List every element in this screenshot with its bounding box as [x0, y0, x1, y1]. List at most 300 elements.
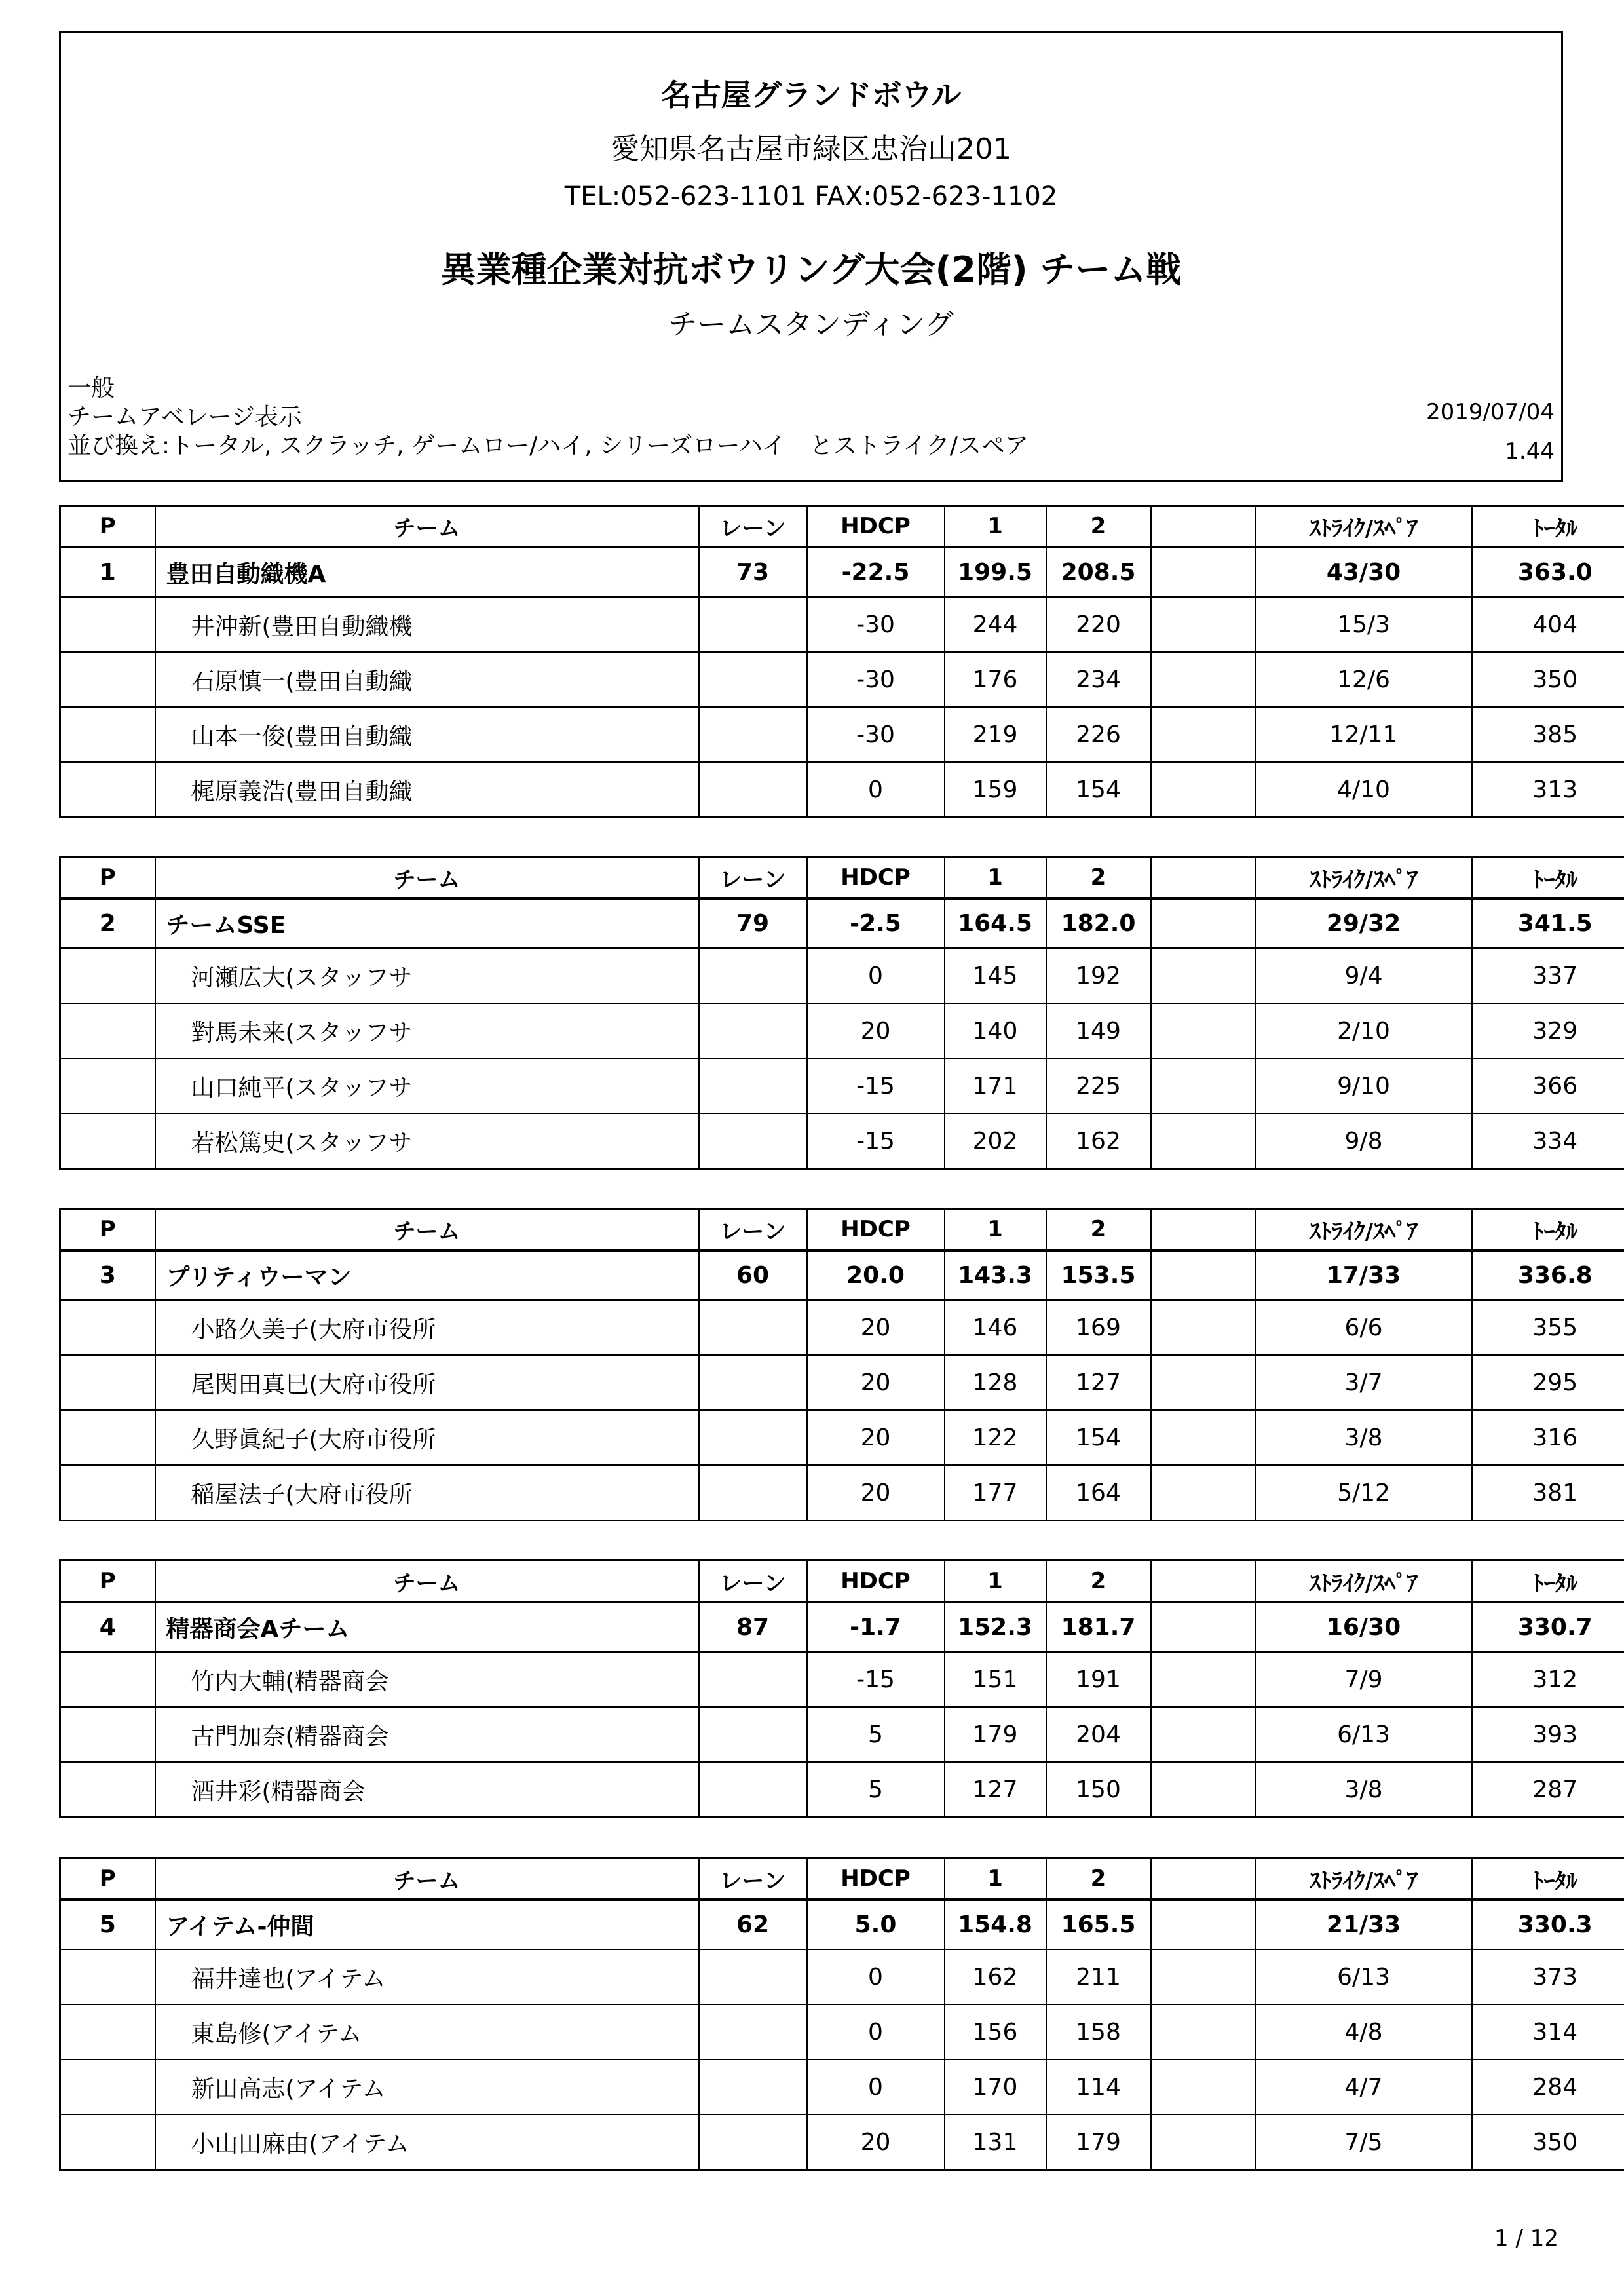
- player-row: [60, 1300, 1624, 1355]
- team-name: アイテム-仲間: [155, 1900, 699, 1949]
- player-position-cell: [60, 1652, 155, 1707]
- player-game-2: 225: [1046, 1058, 1151, 1113]
- player-game-1: 122: [945, 1410, 1046, 1465]
- player-lane-cell: [699, 652, 807, 707]
- col-header-lane: レーン: [699, 1561, 807, 1603]
- team-hdcp: -2.5: [807, 898, 945, 948]
- team-strike-spare: 29/32: [1256, 898, 1472, 948]
- player-hdcp: 20: [807, 1355, 945, 1410]
- team-standing-table: [59, 1208, 1624, 1521]
- team-standing-table: [59, 1857, 1624, 2171]
- col-header-total: ﾄｰﾀﾙ: [1472, 1561, 1624, 1603]
- team-lane: 87: [699, 1602, 807, 1652]
- player-hdcp: 0: [807, 1949, 945, 2004]
- col-header-strike-spare: ｽﾄﾗｲｸ/ｽﾍﾟｱ: [1256, 1561, 1472, 1603]
- player-row: [60, 1410, 1624, 1465]
- player-strike-spare: 7/5: [1256, 2114, 1472, 2170]
- player-position-cell: [60, 1762, 155, 1818]
- display-mode-label: チームアベレージ表示: [67, 404, 302, 430]
- player-strike-spare: 9/4: [1256, 948, 1472, 1003]
- column-header-row: [60, 857, 1624, 899]
- player-row: [60, 1113, 1624, 1169]
- player-row: [60, 1762, 1624, 1818]
- player-blank-cell: [1151, 2004, 1256, 2059]
- player-total: 287: [1472, 1762, 1624, 1818]
- player-position-cell: [60, 707, 155, 762]
- team-game-1: 164.5: [945, 898, 1046, 948]
- col-header-team: チーム: [155, 506, 699, 548]
- player-game-2: 127: [1046, 1355, 1151, 1410]
- player-game-1: 176: [945, 652, 1046, 707]
- player-game-1: 171: [945, 1058, 1046, 1113]
- column-header-row: [60, 1858, 1624, 1900]
- column-header-row: [60, 1209, 1624, 1251]
- player-game-2: 211: [1046, 1949, 1151, 2004]
- player-hdcp: -30: [807, 652, 945, 707]
- player-total: 350: [1472, 652, 1624, 707]
- col-header-lane: レーン: [699, 506, 807, 548]
- team-lane: 73: [699, 547, 807, 597]
- player-game-2: 164: [1046, 1465, 1151, 1521]
- col-header-hdcp: HDCP: [807, 1858, 945, 1900]
- col-header-hdcp: HDCP: [807, 506, 945, 548]
- col-header-total: ﾄｰﾀﾙ: [1472, 1858, 1624, 1900]
- player-lane-cell: [699, 1707, 807, 1762]
- player-lane-cell: [699, 707, 807, 762]
- venue-name: 名古屋グランドボウル: [660, 77, 962, 113]
- player-strike-spare: 3/8: [1256, 1410, 1472, 1465]
- player-game-1: 146: [945, 1300, 1046, 1355]
- player-name: 東島修(アイテム: [155, 2004, 699, 2059]
- col-header-blank: [1151, 857, 1256, 899]
- player-game-2: 114: [1046, 2059, 1151, 2114]
- player-blank-cell: [1151, 948, 1256, 1003]
- player-lane-cell: [699, 2059, 807, 2114]
- player-hdcp: 0: [807, 762, 945, 818]
- col-header-strike-spare: ｽﾄﾗｲｸ/ｽﾍﾟｱ: [1256, 857, 1472, 899]
- col-header-position: P: [60, 857, 155, 899]
- player-row: [60, 1465, 1624, 1521]
- player-strike-spare: 12/6: [1256, 652, 1472, 707]
- team-game-1: 152.3: [945, 1602, 1046, 1652]
- col-header-position: P: [60, 1561, 155, 1603]
- player-total: 355: [1472, 1300, 1624, 1355]
- col-header-hdcp: HDCP: [807, 1209, 945, 1251]
- player-game-1: 128: [945, 1355, 1046, 1410]
- player-blank-cell: [1151, 2114, 1256, 2170]
- player-blank-cell: [1151, 1465, 1256, 1521]
- player-strike-spare: 6/6: [1256, 1300, 1472, 1355]
- player-total: 404: [1472, 597, 1624, 652]
- team-lane: 62: [699, 1900, 807, 1949]
- player-position-cell: [60, 2114, 155, 2170]
- team-standing-table: [59, 856, 1624, 1170]
- col-header-strike-spare: ｽﾄﾗｲｸ/ｽﾍﾟｱ: [1256, 1209, 1472, 1251]
- player-name: 山口純平(スタッフサ: [155, 1058, 699, 1113]
- player-game-2: 149: [1046, 1003, 1151, 1058]
- col-header-game-1: 1: [945, 1209, 1046, 1251]
- team-position: 1: [60, 547, 155, 597]
- col-header-game-2: 2: [1046, 1858, 1151, 1900]
- col-header-strike-spare: ｽﾄﾗｲｸ/ｽﾍﾟｱ: [1256, 506, 1472, 548]
- player-hdcp: -30: [807, 597, 945, 652]
- player-total: 337: [1472, 948, 1624, 1003]
- player-strike-spare: 4/10: [1256, 762, 1472, 818]
- team-lane: 60: [699, 1250, 807, 1300]
- player-position-cell: [60, 948, 155, 1003]
- team-position: 3: [60, 1250, 155, 1300]
- team-blank-cell: [1151, 1900, 1256, 1949]
- player-lane-cell: [699, 1949, 807, 2004]
- player-row: [60, 2004, 1624, 2059]
- col-header-game-2: 2: [1046, 857, 1151, 899]
- player-total: 373: [1472, 1949, 1624, 2004]
- team-blank-cell: [1151, 898, 1256, 948]
- team-summary-row: [60, 1602, 1624, 1652]
- player-total: 381: [1472, 1465, 1624, 1521]
- player-row: [60, 948, 1624, 1003]
- team-hdcp: -1.7: [807, 1602, 945, 1652]
- player-blank-cell: [1151, 1058, 1256, 1113]
- report-header: [59, 31, 1563, 482]
- team-game-1: 143.3: [945, 1250, 1046, 1300]
- team-position: 5: [60, 1900, 155, 1949]
- team-name: チームSSE: [155, 898, 699, 948]
- player-position-cell: [60, 1949, 155, 2004]
- player-game-1: 170: [945, 2059, 1046, 2114]
- player-row: [60, 1355, 1624, 1410]
- player-strike-spare: 6/13: [1256, 1949, 1472, 2004]
- team-blank-cell: [1151, 1250, 1256, 1300]
- player-hdcp: 0: [807, 2059, 945, 2114]
- player-strike-spare: 3/8: [1256, 1762, 1472, 1818]
- player-row: [60, 2059, 1624, 2114]
- player-total: 385: [1472, 707, 1624, 762]
- division-label: 一般: [67, 375, 115, 402]
- player-name: 山本一俊(豊田自動織: [155, 707, 699, 762]
- player-strike-spare: 9/8: [1256, 1113, 1472, 1169]
- player-row: [60, 597, 1624, 652]
- player-row: [60, 1003, 1624, 1058]
- team-strike-spare: 16/30: [1256, 1602, 1472, 1652]
- player-blank-cell: [1151, 707, 1256, 762]
- col-header-total: ﾄｰﾀﾙ: [1472, 1209, 1624, 1251]
- player-blank-cell: [1151, 652, 1256, 707]
- player-blank-cell: [1151, 1949, 1256, 2004]
- player-hdcp: 20: [807, 2114, 945, 2170]
- player-game-1: 244: [945, 597, 1046, 652]
- player-game-1: 159: [945, 762, 1046, 818]
- player-game-2: 169: [1046, 1300, 1151, 1355]
- player-hdcp: 20: [807, 1465, 945, 1521]
- team-game-2: 153.5: [1046, 1250, 1151, 1300]
- team-summary-row: [60, 547, 1624, 597]
- player-strike-spare: 6/13: [1256, 1707, 1472, 1762]
- player-game-2: 192: [1046, 948, 1151, 1003]
- player-strike-spare: 2/10: [1256, 1003, 1472, 1058]
- col-header-game-2: 2: [1046, 506, 1151, 548]
- player-strike-spare: 9/10: [1256, 1058, 1472, 1113]
- player-position-cell: [60, 652, 155, 707]
- player-game-1: 162: [945, 1949, 1046, 2004]
- column-header-row: [60, 506, 1624, 548]
- player-lane-cell: [699, 1300, 807, 1355]
- player-game-1: 140: [945, 1003, 1046, 1058]
- player-total: 334: [1472, 1113, 1624, 1169]
- col-header-game-1: 1: [945, 857, 1046, 899]
- player-hdcp: 20: [807, 1003, 945, 1058]
- col-header-blank: [1151, 1561, 1256, 1603]
- player-game-1: 156: [945, 2004, 1046, 2059]
- player-position-cell: [60, 1113, 155, 1169]
- player-name: 古門加奈(精器商会: [155, 1707, 699, 1762]
- player-hdcp: 20: [807, 1300, 945, 1355]
- event-title: 異業種企業対抗ボウリング大会(2階) チーム戦: [440, 249, 1182, 290]
- player-name: 梶原義浩(豊田自動織: [155, 762, 699, 818]
- team-name: 精器商会Aチーム: [155, 1602, 699, 1652]
- col-header-game-2: 2: [1046, 1561, 1151, 1603]
- player-blank-cell: [1151, 1652, 1256, 1707]
- col-header-team: チーム: [155, 857, 699, 899]
- player-blank-cell: [1151, 2059, 1256, 2114]
- player-total: 329: [1472, 1003, 1624, 1058]
- player-total: 350: [1472, 2114, 1624, 2170]
- team-total: 363.0: [1472, 547, 1624, 597]
- team-hdcp: -22.5: [807, 547, 945, 597]
- report-subtitle: チームスタンディング: [668, 308, 954, 341]
- player-game-2: 234: [1046, 652, 1151, 707]
- player-game-2: 158: [1046, 2004, 1151, 2059]
- team-hdcp: 5.0: [807, 1900, 945, 1949]
- player-blank-cell: [1151, 1003, 1256, 1058]
- player-name: 竹内大輔(精器商会: [155, 1652, 699, 1707]
- player-strike-spare: 12/11: [1256, 707, 1472, 762]
- player-blank-cell: [1151, 1410, 1256, 1465]
- col-header-team: チーム: [155, 1858, 699, 1900]
- player-strike-spare: 5/12: [1256, 1465, 1472, 1521]
- player-lane-cell: [699, 1355, 807, 1410]
- player-game-2: 154: [1046, 1410, 1151, 1465]
- player-lane-cell: [699, 1762, 807, 1818]
- player-name: 井沖新(豊田自動織機: [155, 597, 699, 652]
- team-name: プリティウーマン: [155, 1250, 699, 1300]
- player-name: 河瀬広大(スタッフサ: [155, 948, 699, 1003]
- team-game-1: 199.5: [945, 547, 1046, 597]
- player-position-cell: [60, 1003, 155, 1058]
- player-game-2: 191: [1046, 1652, 1151, 1707]
- player-game-2: 179: [1046, 2114, 1151, 2170]
- player-position-cell: [60, 2059, 155, 2114]
- player-name: 對馬未来(スタッフサ: [155, 1003, 699, 1058]
- player-row: [60, 762, 1624, 818]
- player-row: [60, 1652, 1624, 1707]
- player-name: 石原慎一(豊田自動織: [155, 652, 699, 707]
- player-hdcp: 0: [807, 948, 945, 1003]
- team-total: 330.3: [1472, 1900, 1624, 1949]
- team-summary-row: [60, 1250, 1624, 1300]
- venue-contact: TEL:052-623-1101 FAX:052-623-1102: [564, 182, 1058, 212]
- player-blank-cell: [1151, 762, 1256, 818]
- player-game-2: 150: [1046, 1762, 1151, 1818]
- team-total: 330.7: [1472, 1602, 1624, 1652]
- player-blank-cell: [1151, 1707, 1256, 1762]
- col-header-game-1: 1: [945, 506, 1046, 548]
- team-game-2: 208.5: [1046, 547, 1151, 597]
- player-name: 新田高志(アイテム: [155, 2059, 699, 2114]
- player-blank-cell: [1151, 1113, 1256, 1169]
- team-lane: 79: [699, 898, 807, 948]
- player-hdcp: -15: [807, 1113, 945, 1169]
- player-hdcp: 20: [807, 1410, 945, 1465]
- player-blank-cell: [1151, 597, 1256, 652]
- player-hdcp: -15: [807, 1058, 945, 1113]
- team-blank-cell: [1151, 547, 1256, 597]
- team-game-2: 165.5: [1046, 1900, 1151, 1949]
- team-position: 4: [60, 1602, 155, 1652]
- col-header-lane: レーン: [699, 1858, 807, 1900]
- player-row: [60, 707, 1624, 762]
- team-blank-cell: [1151, 1602, 1256, 1652]
- player-total: 314: [1472, 2004, 1624, 2059]
- player-game-1: 177: [945, 1465, 1046, 1521]
- player-position-cell: [60, 1355, 155, 1410]
- report-date: 2019/07/04: [1426, 399, 1555, 425]
- player-game-1: 219: [945, 707, 1046, 762]
- col-header-game-1: 1: [945, 1561, 1046, 1603]
- player-lane-cell: [699, 1465, 807, 1521]
- player-blank-cell: [1151, 1762, 1256, 1818]
- player-lane-cell: [699, 1410, 807, 1465]
- player-game-1: 202: [945, 1113, 1046, 1169]
- column-header-row: [60, 1561, 1624, 1603]
- player-strike-spare: 4/8: [1256, 2004, 1472, 2059]
- player-name: 酒井彩(精器商会: [155, 1762, 699, 1818]
- sort-order-label: 並び換え:トータル, スクラッチ, ゲームロー/ハイ, シリーズローハイ とストライク/スペア: [67, 432, 1029, 459]
- player-position-cell: [60, 1465, 155, 1521]
- col-header-blank: [1151, 1858, 1256, 1900]
- player-game-2: 204: [1046, 1707, 1151, 1762]
- page-number: 1 / 12: [1494, 2225, 1558, 2251]
- team-strike-spare: 21/33: [1256, 1900, 1472, 1949]
- player-hdcp: 5: [807, 1707, 945, 1762]
- player-game-2: 220: [1046, 597, 1151, 652]
- player-row: [60, 1707, 1624, 1762]
- player-position-cell: [60, 1410, 155, 1465]
- player-lane-cell: [699, 2004, 807, 2059]
- team-game-1: 154.8: [945, 1900, 1046, 1949]
- report-version: 1.44: [1505, 438, 1555, 465]
- player-position-cell: [60, 1707, 155, 1762]
- team-game-2: 181.7: [1046, 1602, 1151, 1652]
- venue-address: 愛知県名古屋市緑区忠治山201: [611, 132, 1011, 166]
- team-total: 336.8: [1472, 1250, 1624, 1300]
- col-header-position: P: [60, 1858, 155, 1900]
- player-row: [60, 1058, 1624, 1113]
- player-lane-cell: [699, 1113, 807, 1169]
- player-position-cell: [60, 2004, 155, 2059]
- player-lane-cell: [699, 1003, 807, 1058]
- player-game-1: 145: [945, 948, 1046, 1003]
- player-hdcp: 0: [807, 2004, 945, 2059]
- player-lane-cell: [699, 1652, 807, 1707]
- team-strike-spare: 17/33: [1256, 1250, 1472, 1300]
- player-name: 稲屋法子(大府市役所: [155, 1465, 699, 1521]
- player-game-1: 131: [945, 2114, 1046, 2170]
- player-strike-spare: 15/3: [1256, 597, 1472, 652]
- player-lane-cell: [699, 948, 807, 1003]
- col-header-lane: レーン: [699, 857, 807, 899]
- player-row: [60, 2114, 1624, 2170]
- player-total: 316: [1472, 1410, 1624, 1465]
- player-position-cell: [60, 1300, 155, 1355]
- player-strike-spare: 7/9: [1256, 1652, 1472, 1707]
- player-lane-cell: [699, 762, 807, 818]
- col-header-team: チーム: [155, 1561, 699, 1603]
- player-lane-cell: [699, 1058, 807, 1113]
- team-game-2: 182.0: [1046, 898, 1151, 948]
- player-total: 393: [1472, 1707, 1624, 1762]
- player-name: 福井達也(アイテム: [155, 1949, 699, 2004]
- col-header-position: P: [60, 506, 155, 548]
- player-blank-cell: [1151, 1300, 1256, 1355]
- team-total: 341.5: [1472, 898, 1624, 948]
- col-header-total: ﾄｰﾀﾙ: [1472, 506, 1624, 548]
- player-game-1: 127: [945, 1762, 1046, 1818]
- col-header-game-2: 2: [1046, 1209, 1151, 1251]
- col-header-total: ﾄｰﾀﾙ: [1472, 857, 1624, 899]
- team-position: 2: [60, 898, 155, 948]
- team-hdcp: 20.0: [807, 1250, 945, 1300]
- col-header-hdcp: HDCP: [807, 857, 945, 899]
- player-row: [60, 652, 1624, 707]
- player-row: [60, 1949, 1624, 2004]
- col-header-strike-spare: ｽﾄﾗｲｸ/ｽﾍﾟｱ: [1256, 1858, 1472, 1900]
- player-name: 尾関田真巳(大府市役所: [155, 1355, 699, 1410]
- player-hdcp: 5: [807, 1762, 945, 1818]
- player-name: 若松篤史(スタッフサ: [155, 1113, 699, 1169]
- player-position-cell: [60, 762, 155, 818]
- col-header-position: P: [60, 1209, 155, 1251]
- team-standing-table: [59, 1559, 1624, 1818]
- col-header-team: チーム: [155, 1209, 699, 1251]
- player-position-cell: [60, 1058, 155, 1113]
- player-strike-spare: 4/7: [1256, 2059, 1472, 2114]
- player-name: 小路久美子(大府市役所: [155, 1300, 699, 1355]
- team-name: 豊田自動織機A: [155, 547, 699, 597]
- player-position-cell: [60, 597, 155, 652]
- col-header-game-1: 1: [945, 1858, 1046, 1900]
- team-strike-spare: 43/30: [1256, 547, 1472, 597]
- player-hdcp: -30: [807, 707, 945, 762]
- player-total: 366: [1472, 1058, 1624, 1113]
- player-hdcp: -15: [807, 1652, 945, 1707]
- player-game-1: 179: [945, 1707, 1046, 1762]
- col-header-lane: レーン: [699, 1209, 807, 1251]
- col-header-blank: [1151, 1209, 1256, 1251]
- col-header-blank: [1151, 506, 1256, 548]
- team-standing-table: [59, 505, 1624, 818]
- player-total: 295: [1472, 1355, 1624, 1410]
- player-game-2: 154: [1046, 762, 1151, 818]
- col-header-hdcp: HDCP: [807, 1561, 945, 1603]
- player-strike-spare: 3/7: [1256, 1355, 1472, 1410]
- player-lane-cell: [699, 2114, 807, 2170]
- player-total: 284: [1472, 2059, 1624, 2114]
- player-total: 313: [1472, 762, 1624, 818]
- player-name: 小山田麻由(アイテム: [155, 2114, 699, 2170]
- player-name: 久野眞紀子(大府市役所: [155, 1410, 699, 1465]
- player-game-2: 162: [1046, 1113, 1151, 1169]
